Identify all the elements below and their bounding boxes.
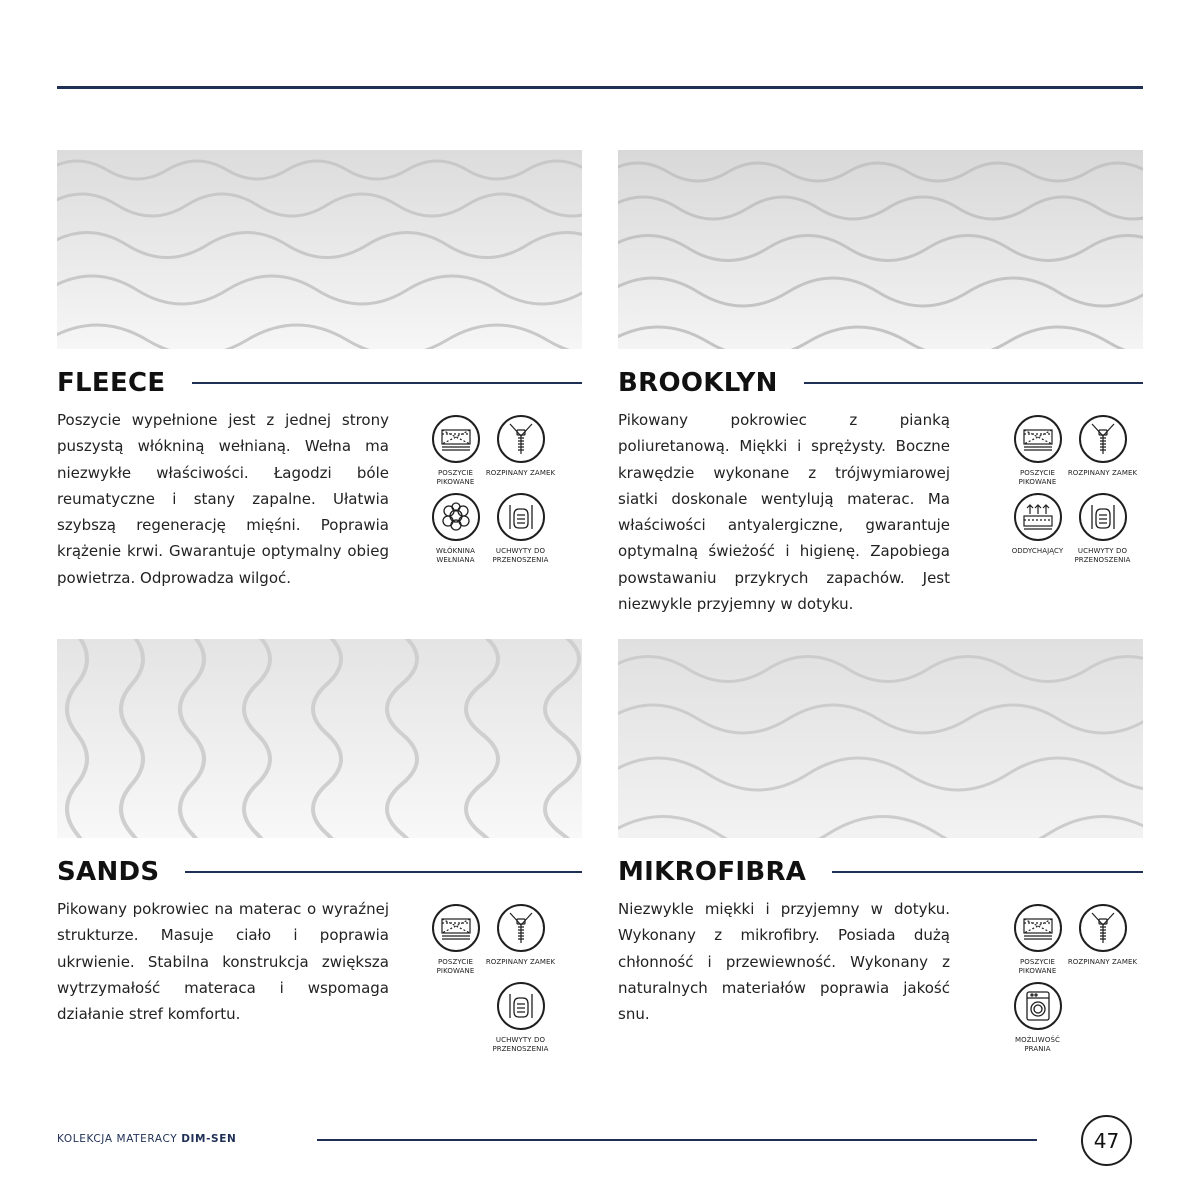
feature-wool: WŁÓKNINA WEŁNIANA <box>423 493 488 565</box>
footer-rule <box>317 1139 1037 1141</box>
title-rule <box>185 871 582 873</box>
fabric-photo <box>618 639 1143 838</box>
card-title: BROOKLYN <box>618 368 778 398</box>
top-rule <box>57 86 1143 89</box>
zipper-icon <box>1079 904 1127 952</box>
footer-brand: DIM-SEN <box>181 1133 237 1145</box>
feature-handles: UCHWYTY DO PRZENOSZENIA <box>1070 493 1135 565</box>
card-description: Poszycie wypełnione jest z jednej strony puszystą włókniną wełnianą. Wełna ma niezwykłe właściwości. Łagodzi bóle reumatyczne i stany zapalne. Ułatwia szybszą regenerację mięśni. Poprawia krążenie krwi. Gwarantuje optymalny obieg powietrza. Odprowadza wilgoć. <box>57 411 389 587</box>
footer-label: KOLEKCJA MATERACY DIM-SEN <box>57 1133 237 1145</box>
feature-quilted: POSZYCIE PIKOWANE <box>1005 415 1070 487</box>
feature-quilted: POSZYCIE PIKOWANE <box>423 904 488 976</box>
fabric-photo <box>57 150 582 349</box>
feature-breathable: ODDYCHAJĄCY <box>1005 493 1070 565</box>
feature-washable: MOŻLIWOŚĆ PRANIA <box>1005 982 1070 1054</box>
zipper-icon <box>497 415 545 463</box>
zipper-icon <box>1079 415 1127 463</box>
card-description: Niezwykle miękki i przyjemny w dotyku. Wykonany z mikrofibry. Posiada dużą chłonność i przewiewność. Wykonany z naturalnych materiałów poprawia jakość snu. <box>618 900 950 1024</box>
title-rule <box>192 382 583 384</box>
quilted-cover-icon <box>432 415 480 463</box>
quilted-cover-icon <box>1014 415 1062 463</box>
title-rule <box>804 382 1143 384</box>
fabric-photo <box>618 150 1143 349</box>
card-description: Pikowany pokrowiec z pianką poliuretanową. Miękki i sprężysty. Boczne krawędzie wykonane z trójwymiarowej siatki doskonale wentylują materac. Ma właściwości antyalergiczne, gwarantuje optymalną świeżość i higienę. Zapobiega powstawaniu przykrych zapachów. Jest niezwykle przyjemny w dotyku. <box>618 411 950 614</box>
feature-zipper: ROZPINANY ZAMEK <box>488 904 553 976</box>
page-number: 47 <box>1081 1115 1132 1166</box>
breathable-icon <box>1014 493 1062 541</box>
feature-handles: UCHWYTY DO PRZENOSZENIA <box>488 493 553 565</box>
carry-handle-icon <box>497 493 545 541</box>
sheep-wool-icon <box>432 493 480 541</box>
zipper-icon <box>497 904 545 952</box>
card-description: Pikowany pokrowiec na materac o wyraźnej strukturze. Masuje ciało i poprawia ukrwienie. Stabilna konstrukcja zwiększa wytrzymałość materaca i wspomaga działanie stref komfortu. <box>57 900 389 1024</box>
feature-icons <box>423 415 556 571</box>
fabric-photo <box>57 639 582 838</box>
carry-handle-icon <box>497 982 545 1030</box>
feature-quilted: POSZYCIE PIKOWANE <box>1005 904 1070 976</box>
feature-quilted: POSZYCIE PIKOWANE <box>423 415 488 487</box>
title-rule <box>832 871 1143 873</box>
card-title: MIKROFIBRA <box>618 857 807 887</box>
feature-zipper: ROZPINANY ZAMEK <box>1070 415 1135 487</box>
washing-machine-icon <box>1014 982 1062 1030</box>
feature-icons <box>1005 415 1138 571</box>
card-title: SANDS <box>57 857 160 887</box>
feature-icons <box>423 904 556 1060</box>
carry-handle-icon <box>1079 493 1127 541</box>
feature-zipper: ROZPINANY ZAMEK <box>1070 904 1135 976</box>
card-title: FLEECE <box>57 368 166 398</box>
quilted-cover-icon <box>1014 904 1062 952</box>
feature-icons <box>1005 904 1138 1060</box>
feature-zipper: ROZPINANY ZAMEK <box>488 415 553 487</box>
quilted-cover-icon <box>432 904 480 952</box>
feature-handles: UCHWYTY DO PRZENOSZENIA <box>488 982 553 1054</box>
